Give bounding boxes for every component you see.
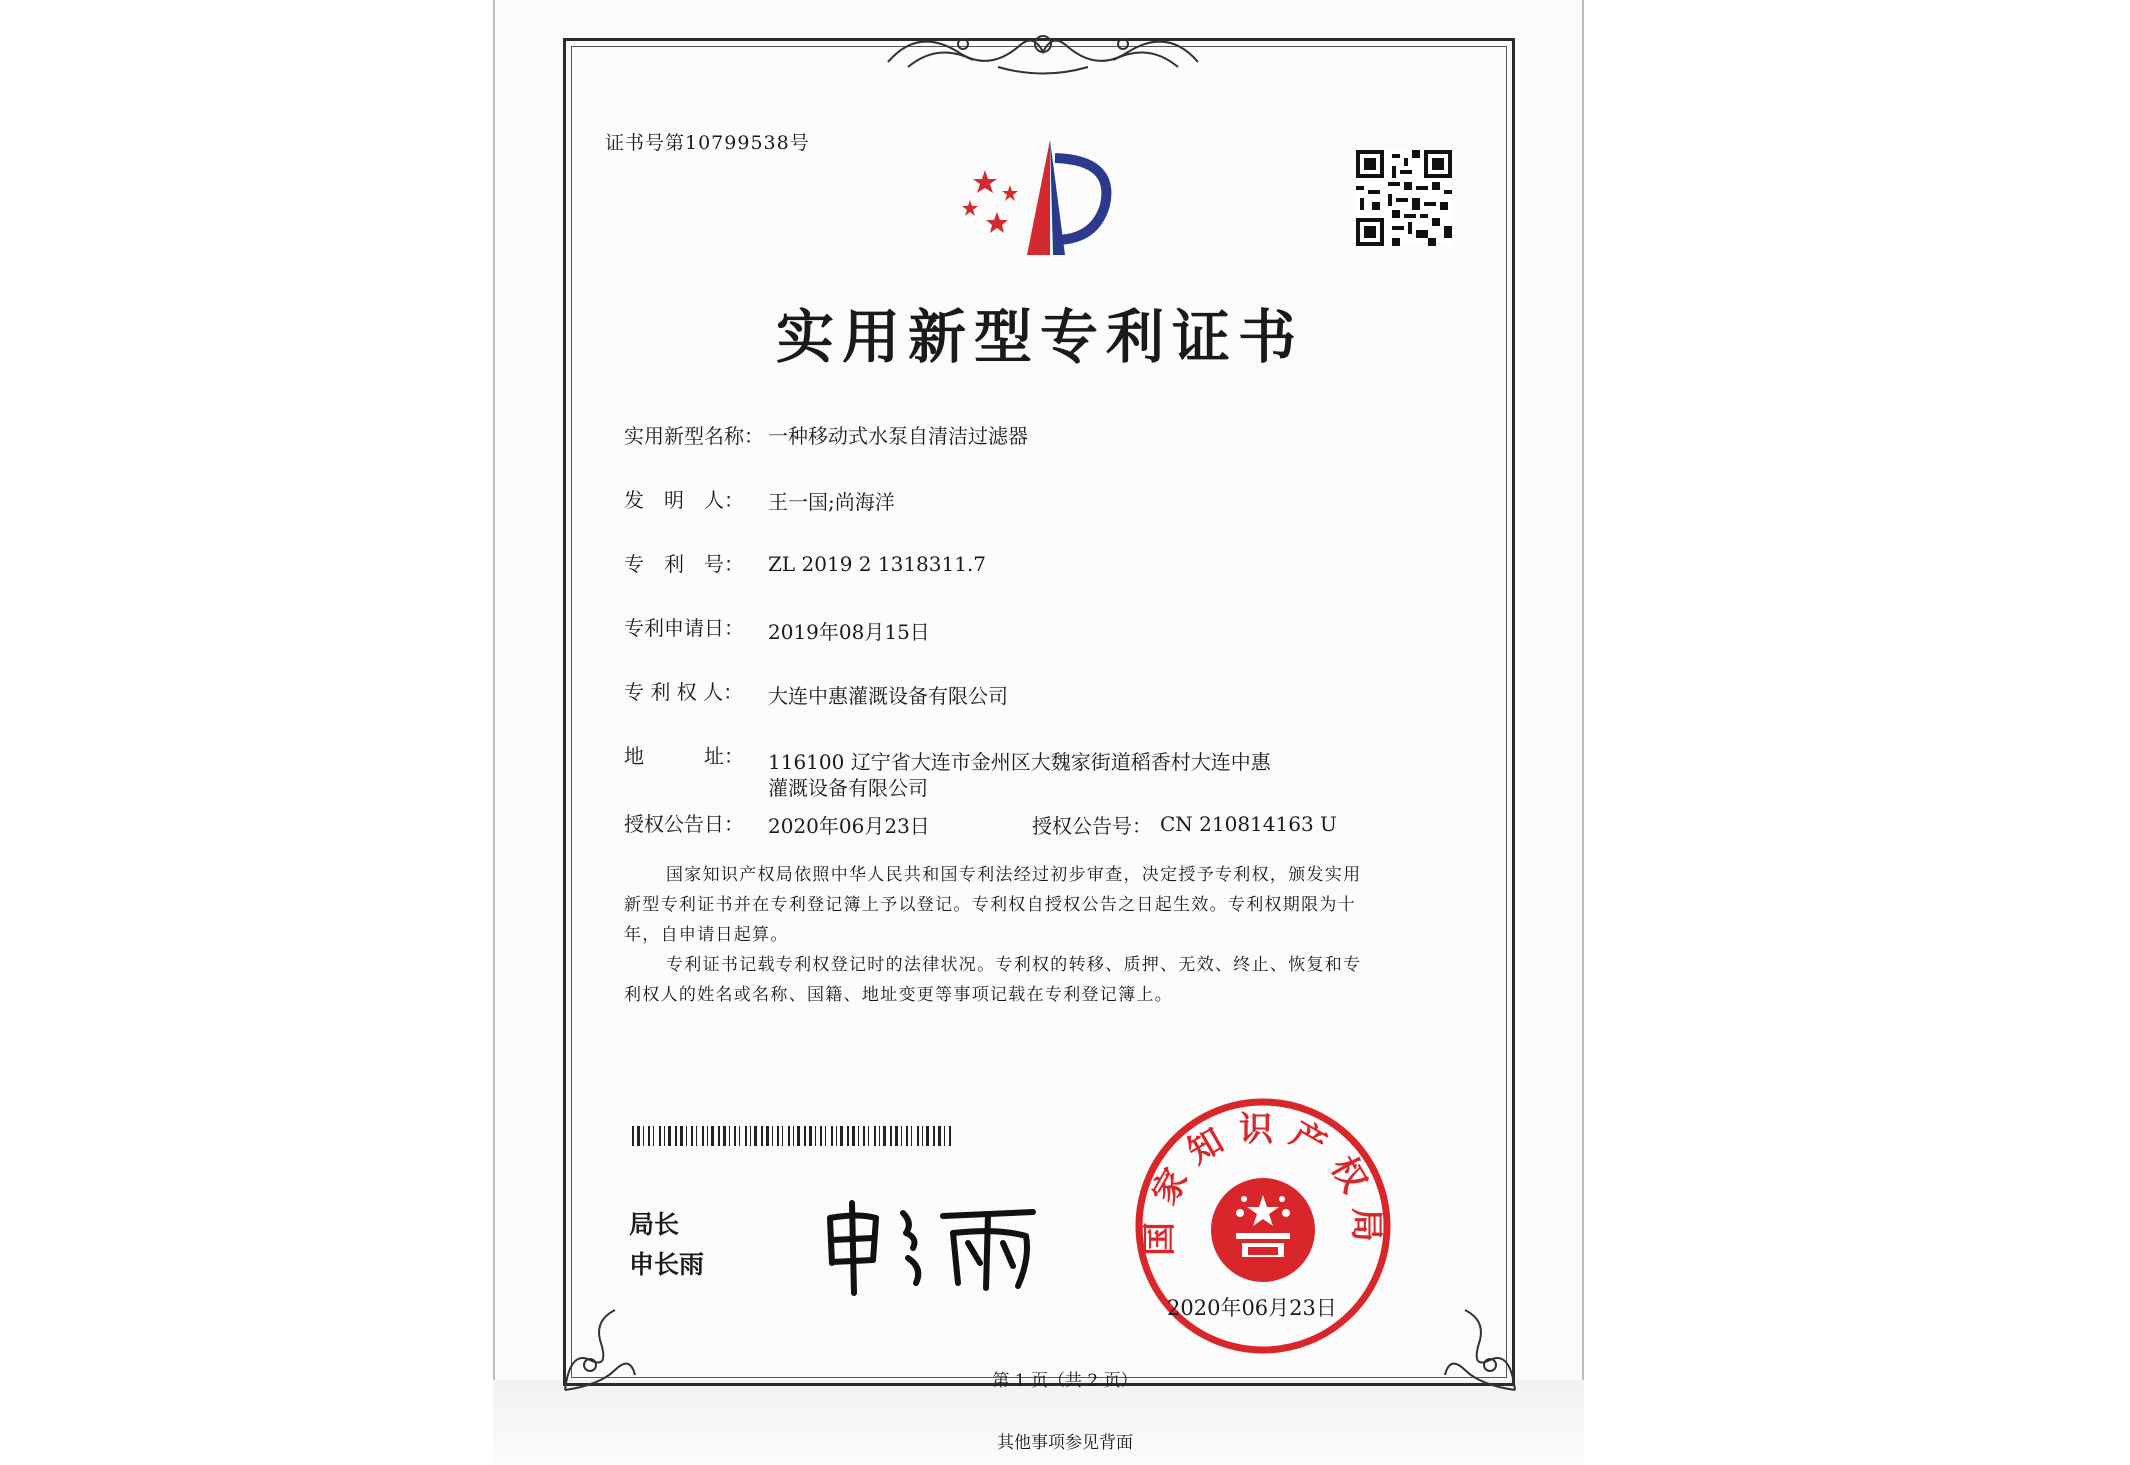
certificate-number: 证书号第10799538号 (605, 132, 810, 154)
utility-model-name-value: 一种移动式水泵自清洁过滤器 (768, 424, 1028, 448)
patentee-value: 大连中惠灌溉设备有限公司 (768, 684, 1008, 708)
patentee-label: 专 利 权 人： (624, 680, 744, 704)
body-paragraph-2-line-1: 专利证书记载专利权登记时的法律状况。专利权的转移、质押、无效、终止、恢复和专 (666, 955, 1362, 975)
director-name: 申长雨 (629, 1250, 705, 1279)
grant-date-label: 授权公告日： (624, 812, 744, 836)
patent-number-value: ZL 2019 2 1318311.7 (768, 552, 987, 576)
grant-number-value: CN 210814163 U (1160, 812, 1337, 836)
filing-date-value: 2019年08月15日 (768, 620, 930, 644)
grant-date-value: 2020年06月23日 (768, 814, 930, 838)
footer-note: 其他事项参见背面 (997, 1433, 1133, 1453)
director-title: 局长 (629, 1210, 680, 1239)
seal-text: 国家知识产权局 (1139, 1109, 1387, 1256)
patent-office-emblem-icon (955, 130, 1125, 260)
utility-model-name-label: 实用新型名称： (624, 424, 764, 448)
inventor-label: 发 明 人： (624, 488, 744, 512)
grant-number-label: 授权公告号： (1032, 814, 1152, 838)
filing-date-label: 专利申请日： (624, 616, 744, 640)
address-line-2: 灌溉设备有限公司 (768, 776, 928, 800)
barcode-icon (632, 1126, 952, 1146)
seal-date: 2020年06月23日 (1167, 1296, 1337, 1320)
address-label: 地 址： (624, 744, 744, 768)
handwritten-signature (818, 1188, 1048, 1298)
top-ornament-icon (878, 22, 1208, 82)
page-number: 第 1 页（共 2 页） (992, 1371, 1138, 1391)
qr-code-icon (1356, 150, 1452, 246)
certificate-title: 实用新型专利证书 (775, 303, 1304, 371)
body-paragraph-1-line-3: 年，自申请日起算。 (624, 925, 789, 945)
inventor-value: 王一国;尚海洋 (768, 490, 895, 514)
body-paragraph-1-line-2: 新型专利证书并在专利登记簿上予以登记。专利权自授权公告之日起生效。专利权期限为十 (624, 895, 1356, 915)
address-line-1: 116100 辽宁省大连市金州区大魏家街道稻香村大连中惠 (768, 750, 1271, 774)
patent-number-label: 专 利 号： (624, 552, 744, 576)
body-paragraph-2-line-2: 利权人的姓名或名称、国籍、地址变更等事项记载在专利登记簿上。 (624, 985, 1173, 1005)
body-paragraph-1-line-1: 国家知识产权局依照中华人民共和国专利法经过初步审查，决定授予专利权，颁发实用 (666, 865, 1362, 885)
